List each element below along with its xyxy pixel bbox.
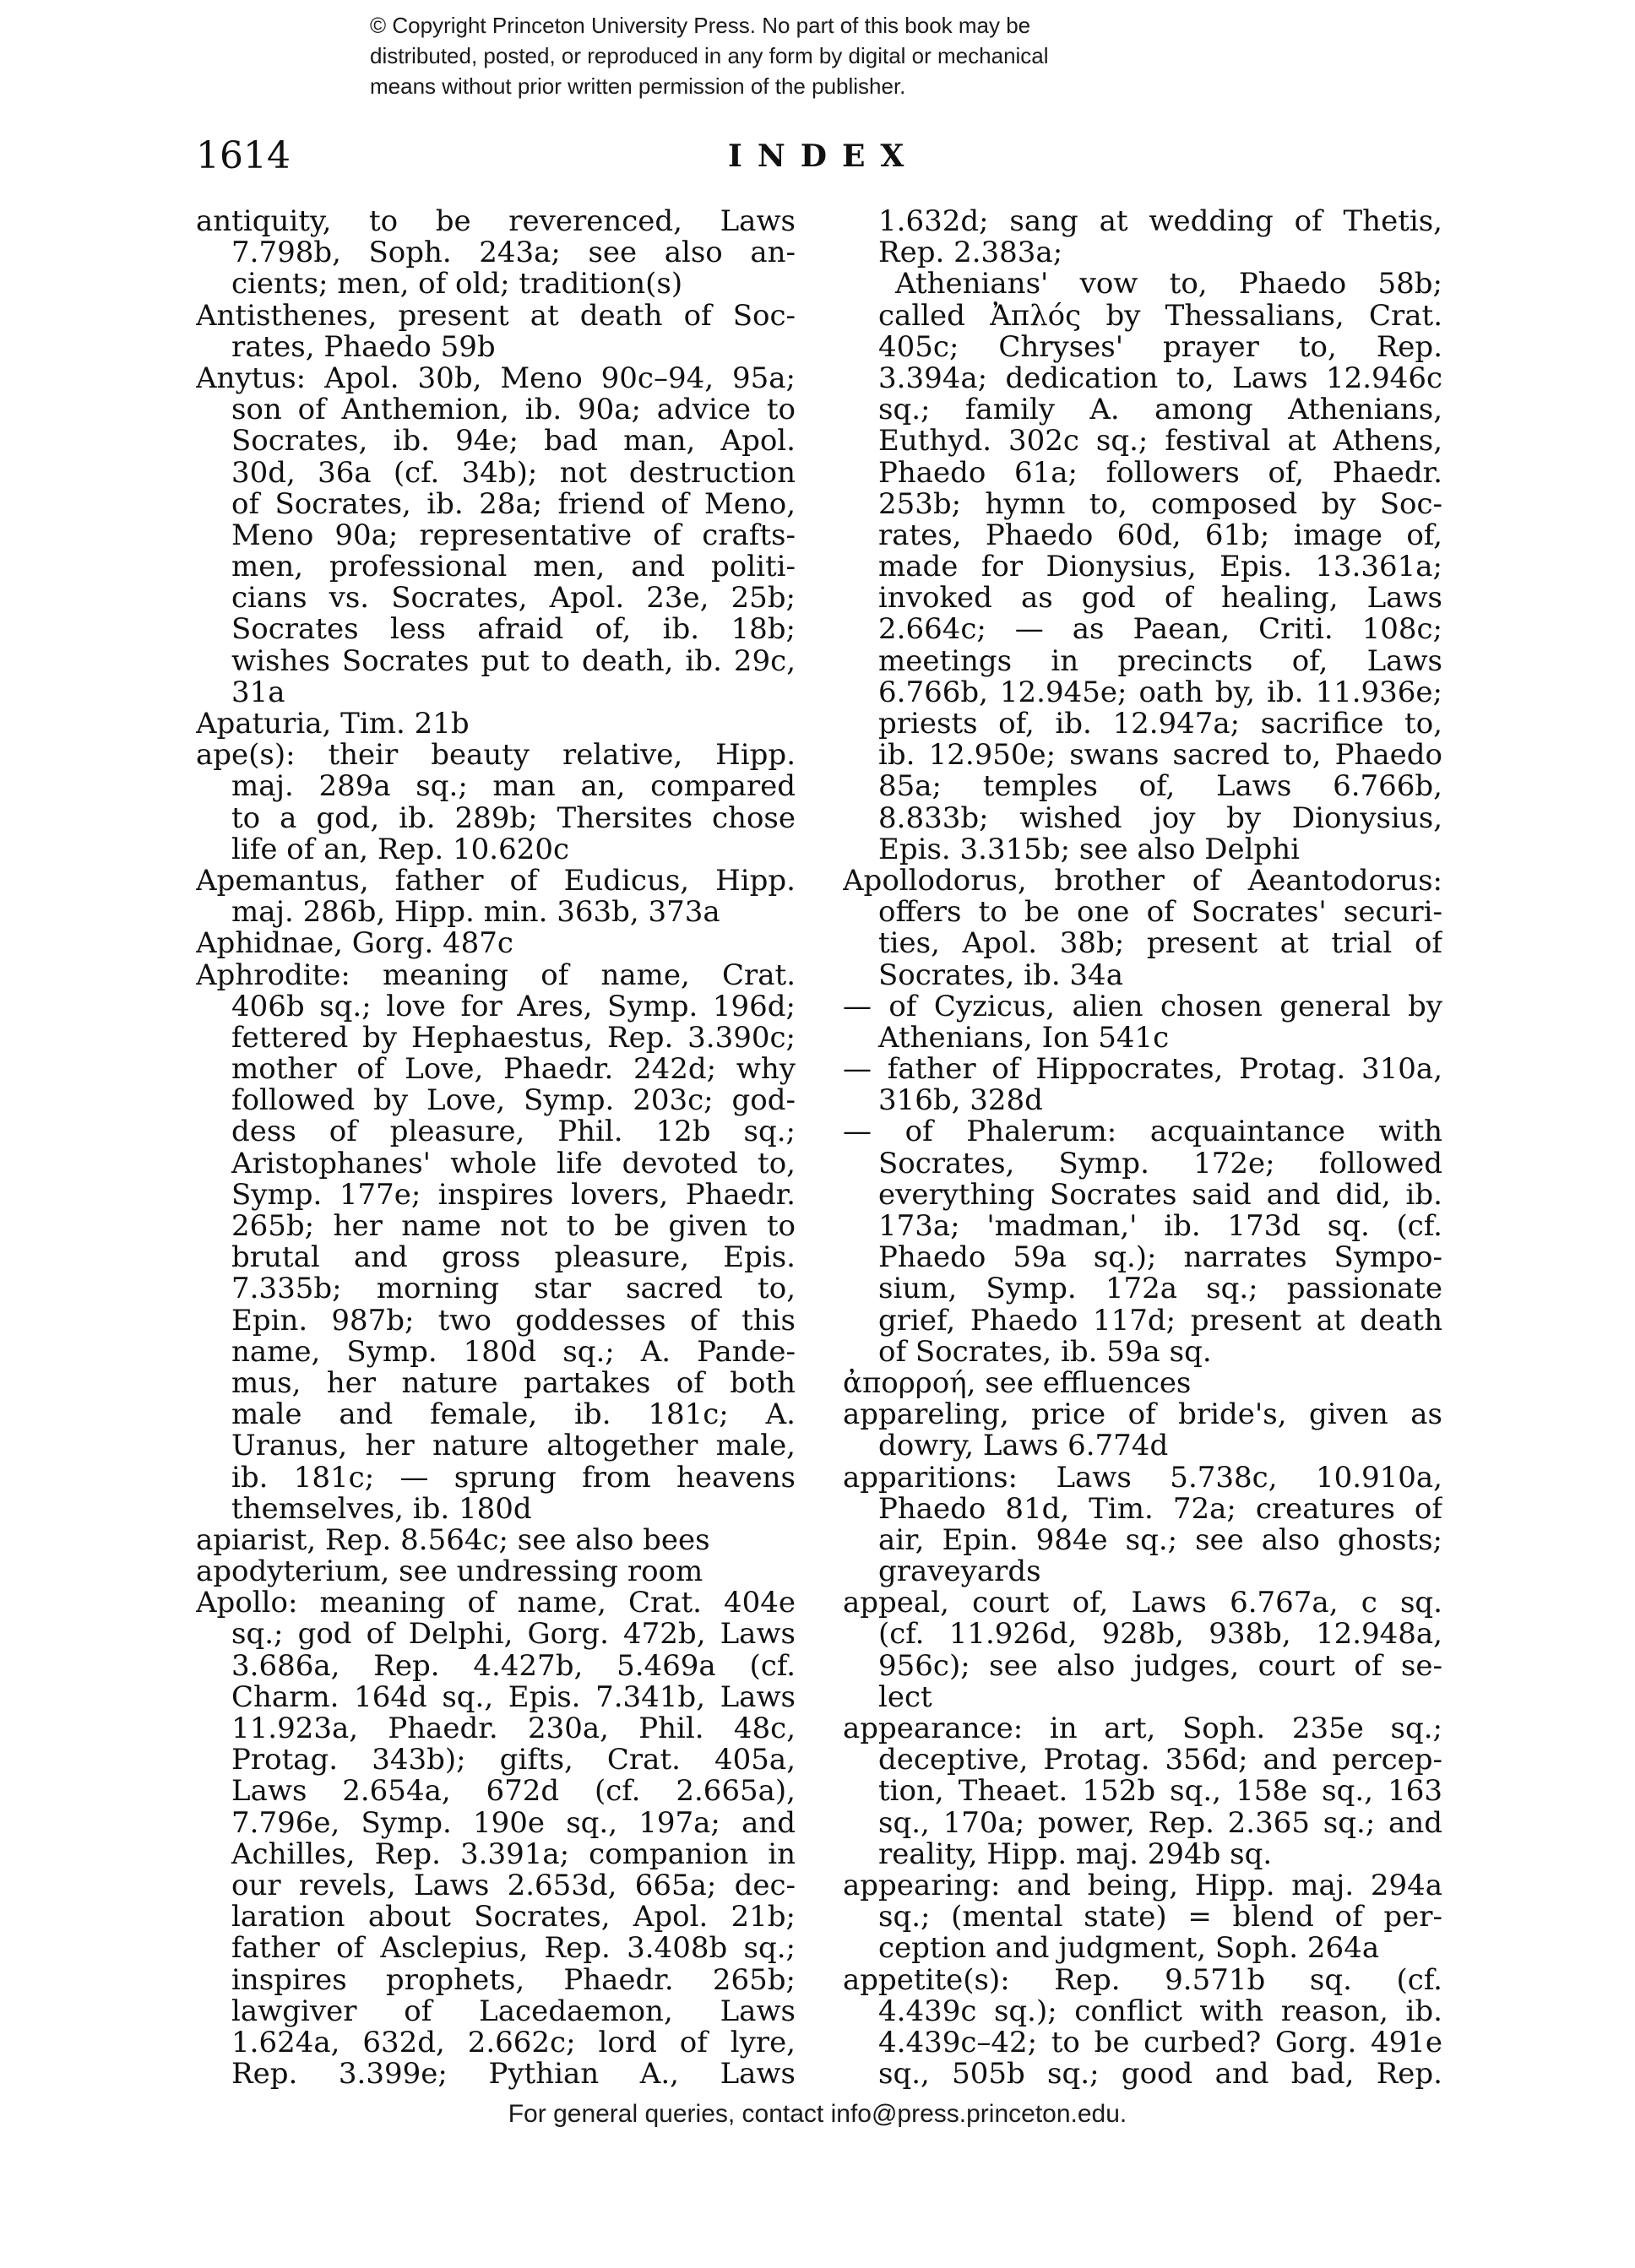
footer-contact: For general queries, contact info@press.princeton.edu. <box>508 2100 1127 2128</box>
index-line: 6.766b, 12.945e; oath by, ib. 11.936e; <box>878 676 1442 708</box>
index-line: ape(s): their beauty relative, Hipp. <box>196 740 796 772</box>
index-line: Phaedo 61a; followers of, Phaedr. <box>878 457 1442 489</box>
copyright-notice <box>370 10 1299 101</box>
index-line: apparitions: Laws 5.738c, 10.910a, <box>843 1462 1442 1494</box>
index-line: of Socrates, ib. 59a sq. <box>878 1336 1212 1368</box>
index-line: Epis. 3.315b; see also Delphi <box>878 833 1301 865</box>
index-line: 30d, 36a (cf. 34b); not destruction <box>231 457 796 489</box>
index-line: 2.664c; — as Paean, Criti. 108c; <box>878 614 1442 646</box>
index-line: 3.686a, Rep. 4.427b, 5.469a (cf. <box>231 1650 796 1682</box>
index-line: 1.624a, 632d, 2.662c; lord of lyre, <box>231 2027 796 2059</box>
index-line: Apollo: meaning of name, Crat. 404e <box>196 1587 796 1620</box>
index-line: our revels, Laws 2.653d, 665a; dec- <box>231 1869 796 1902</box>
index-line: — of Phalerum: acquaintance with <box>843 1116 1442 1148</box>
index-line: Epin. 987b; two goddesses of this <box>231 1305 796 1337</box>
index-line: Rep. 2.383a; <box>878 237 1063 269</box>
index-line: 7.335b; morning star sacred to, <box>231 1273 796 1305</box>
index-line: 4.439c–42; to be curbed? Gorg. 491e <box>878 2027 1442 2059</box>
index-line: sq., 170a; power, Rep. 2.365 sq.; and <box>878 1807 1442 1839</box>
index-line: inspires prophets, Phaedr. 265b; <box>231 1964 796 1996</box>
index-line: offers to be one of Socrates' securi- <box>878 897 1442 929</box>
index-line: made for Dionysius, Epis. 13.361a; <box>878 551 1442 583</box>
index-line: brutal and gross pleasure, Epis. <box>231 1242 796 1274</box>
index-column-right <box>843 206 1442 2090</box>
index-line: Socrates less afraid of, ib. 18b; <box>231 614 796 646</box>
index-line: antiquity, to be reverenced, Laws <box>196 206 796 238</box>
index-line: apiarist, Rep. 8.564c; see also bees <box>196 1524 710 1557</box>
index-line: father of Asclepius, Rep. 3.408b sq.; <box>231 1933 796 1965</box>
index-line: called Ἀπλός by Thessalians, Crat. <box>878 300 1442 332</box>
index-line: male and female, ib. 181c; A. <box>231 1399 796 1431</box>
index-line: Apemantus, father of Eudicus, Hipp. <box>196 865 796 898</box>
index-line: 405c; Chryses' prayer to, Rep. <box>878 331 1442 363</box>
index-line: Symp. 177e; inspires lovers, Phaedr. <box>231 1179 796 1211</box>
index-line: sq., 505b sq.; good and bad, Rep. <box>878 2059 1442 2091</box>
index-line: Euthyd. 302c sq.; festival at Athens, <box>878 426 1442 458</box>
copyright-line: distributed, posted, or reproduced in any form by digital or mechanical <box>370 43 1049 68</box>
index-line: maj. 286b, Hipp. min. 363b, 373a <box>231 897 720 929</box>
index-line: Antisthenes, present at death of Soc- <box>196 300 796 332</box>
index-line: sium, Symp. 172a sq.; passionate <box>878 1273 1442 1305</box>
index-line: life of an, Rep. 10.620c <box>231 833 570 865</box>
index-line: sq.; family A. among Athenians, <box>878 394 1442 426</box>
index-line: deceptive, Protag. 356d; and percep- <box>878 1744 1442 1777</box>
index-line: Achilles, Rep. 3.391a; companion in <box>231 1838 796 1870</box>
index-line: Socrates, Symp. 172e; followed <box>878 1148 1442 1180</box>
index-line: wishes Socrates put to death, ib. 29c, <box>231 645 796 677</box>
index-line: rates, Phaedo 59b <box>231 331 496 363</box>
index-line: 1.632d; sang at wedding of Thetis, <box>878 206 1442 238</box>
copyright-line: means without prior written permission of the publisher. <box>370 73 906 99</box>
index-line: ib. 12.950e; swans sacred to, Phaedo <box>878 740 1442 772</box>
index-line: 4.439c sq.); conflict with reason, ib. <box>878 1995 1442 2027</box>
index-line: graveyards <box>878 1556 1041 1588</box>
index-line: Uranus, her nature altogether male, <box>231 1430 796 1462</box>
index-line: name, Symp. 180d sq.; A. Pande- <box>231 1336 796 1368</box>
index-line: 406b sq.; love for Ares, Symp. 196d; <box>231 990 796 1023</box>
index-line: dowry, Laws 6.774d <box>878 1430 1169 1462</box>
index-line: Charm. 164d sq., Epis. 7.341b, Laws <box>231 1681 796 1713</box>
index-line: laration about Socrates, Apol. 21b; <box>231 1902 796 1934</box>
index-line: Apaturia, Tim. 21b <box>196 708 470 741</box>
index-line: grief, Phaedo 117d; present at death <box>878 1305 1442 1337</box>
index-line: 265b; her name not to be given to <box>231 1211 796 1243</box>
index-line: Phaedo 59a sq.); narrates Sympo- <box>878 1242 1442 1274</box>
index-line: appareling, price of bride's, given as <box>843 1399 1442 1431</box>
index-line: Laws 2.654a, 672d (cf. 2.665a), <box>231 1776 796 1808</box>
running-head: INDEX <box>728 138 920 174</box>
index-line: — father of Hippocrates, Protag. 310a, <box>843 1054 1442 1086</box>
index-column-left <box>196 206 796 2090</box>
index-line: tion, Theaet. 152b sq., 158e sq., 163 <box>878 1776 1442 1808</box>
index-line: air, Epin. 984e sq.; see also ghosts; <box>878 1524 1442 1557</box>
index-line: 31a <box>231 676 285 708</box>
index-line: 253b; hymn to, composed by Soc- <box>878 488 1442 520</box>
index-line: Socrates, ib. 94e; bad man, Apol. <box>231 426 796 458</box>
index-line: Athenians, Ion 541c <box>878 1022 1170 1055</box>
index-line: Socrates, ib. 34a <box>878 959 1123 991</box>
index-line: mother of Love, Phaedr. 242d; why <box>231 1054 796 1086</box>
index-line: 7.798b, Soph. 243a; see also an- <box>231 237 796 269</box>
index-line: Protag. 343b); gifts, Crat. 405a, <box>231 1744 796 1777</box>
index-line: (cf. 11.926d, 928b, 938b, 12.948a, <box>878 1619 1442 1651</box>
index-line: 8.833b; wished joy by Dionysius, <box>878 802 1442 834</box>
index-line: meetings in precincts of, Laws <box>878 645 1442 677</box>
index-line: to a god, ib. 289b; Thersites chose <box>231 802 796 834</box>
index-line: lawgiver of Lacedaemon, Laws <box>231 1995 796 2027</box>
index-line: dess of pleasure, Phil. 12b sq.; <box>231 1116 796 1148</box>
index-line: ception and judgment, Soph. 264a <box>878 1933 1380 1965</box>
index-line: Meno 90a; representative of crafts- <box>231 519 796 552</box>
index-line: son of Anthemion, ib. 90a; advice to <box>231 394 796 426</box>
index-line: 173a; 'madman,' ib. 173d sq. (cf. <box>878 1211 1442 1243</box>
index-line: — of Cyzicus, alien chosen general by <box>843 990 1442 1023</box>
index-line: appetite(s): Rep. 9.571b sq. (cf. <box>843 1964 1442 1996</box>
index-line: ties, Apol. 38b; present at trial of <box>878 928 1442 960</box>
index-line: followed by Love, Symp. 203c; god- <box>231 1085 796 1117</box>
index-line: mus, her nature partakes of both <box>231 1367 796 1400</box>
index-line: cients; men, of old; tradition(s) <box>231 269 683 301</box>
index-line: everything Socrates said and did, ib. <box>878 1179 1442 1211</box>
index-line: of Socrates, ib. 28a; friend of Meno, <box>231 488 796 520</box>
index-line: ib. 181c; — sprung from heavens <box>231 1462 796 1494</box>
page-number: 1614 <box>196 134 291 177</box>
index-line: Athenians' vow to, Phaedo 58b; <box>895 269 1442 301</box>
index-line: appearing: and being, Hipp. maj. 294a <box>843 1869 1442 1902</box>
index-line: maj. 289a sq.; man an, compared <box>231 771 796 803</box>
index-line: rates, Phaedo 60d, 61b; image of, <box>878 519 1442 552</box>
index-line: sq.; (mental state) = blend of per- <box>878 1902 1442 1934</box>
index-line: Anytus: Apol. 30b, Meno 90c–94, 95a; <box>196 362 796 395</box>
index-line: fettered by Hephaestus, Rep. 3.390c; <box>231 1022 796 1055</box>
index-line: 11.923a, Phaedr. 230a, Phil. 48c, <box>231 1713 796 1745</box>
copyright-line: © Copyright Princeton University Press. No part of this book may be <box>370 13 1031 38</box>
index-line: Aphrodite: meaning of name, Crat. <box>196 959 796 991</box>
index-line: appearance: in art, Soph. 235e sq.; <box>843 1713 1442 1745</box>
index-line: lect <box>878 1681 932 1713</box>
index-line: Apollodorus, brother of Aeantodorus: <box>843 865 1442 898</box>
index-line: Aphidnae, Gorg. 487c <box>196 928 513 960</box>
index-line: Aristophanes' whole life devoted to, <box>231 1148 796 1180</box>
index-line: 316b, 328d <box>878 1085 1043 1117</box>
index-line: 7.796e, Symp. 190e sq., 197a; and <box>231 1807 796 1839</box>
index-line: cians vs. Socrates, Apol. 23e, 25b; <box>231 583 796 615</box>
index-line: men, professional men, and politi- <box>231 551 796 583</box>
index-line: reality, Hipp. maj. 294b sq. <box>878 1838 1273 1870</box>
index-line: themselves, ib. 180d <box>231 1493 532 1525</box>
index-line: apodyterium, see undressing room <box>196 1556 703 1588</box>
index-line: priests of, ib. 12.947a; sacrifice to, <box>878 708 1442 741</box>
index-line: 956c); see also judges, court of se- <box>878 1650 1442 1682</box>
index-line: 3.394a; dedication to, Laws 12.946c <box>878 362 1442 395</box>
index-line: appeal, court of, Laws 6.767a, c sq. <box>843 1587 1442 1620</box>
index-line: ἀπορροή, see effluences <box>843 1367 1192 1400</box>
index-line: sq.; god of Delphi, Gorg. 472b, Laws <box>231 1619 796 1651</box>
index-line: Rep. 3.399e; Pythian A., Laws <box>231 2059 796 2091</box>
index-line: 85a; temples of, Laws 6.766b, <box>878 771 1442 803</box>
index-line: invoked as god of healing, Laws <box>878 583 1442 615</box>
index-line: Phaedo 81d, Tim. 72a; creatures of <box>878 1493 1442 1525</box>
